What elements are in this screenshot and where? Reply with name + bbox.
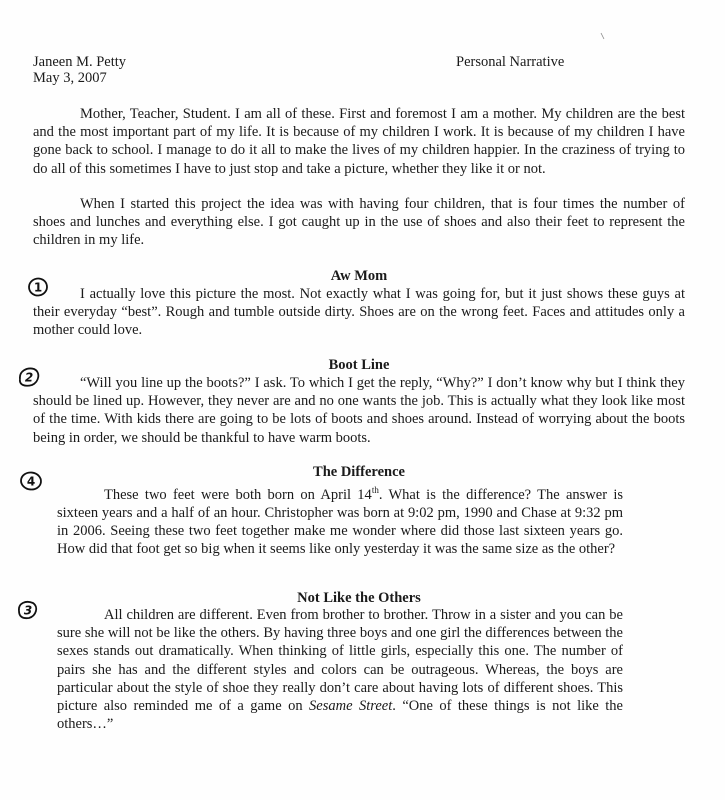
section-4-emphasis: Sesame Street [309, 698, 393, 715]
section-4-number: 3 [23, 603, 33, 618]
author-name: Janeen M. Petty [33, 54, 127, 70]
intro-paragraph-1 [33, 105, 685, 178]
section-1-title: Aw Mom [330, 268, 388, 284]
section-3-title: The Difference [313, 464, 405, 480]
section-3-body [57, 481, 623, 559]
section-4-body-text-b: . “One of these things is not like the others…” [57, 698, 623, 733]
corner-scratch-mark [600, 27, 606, 35]
document-type: Personal Narrative [456, 54, 565, 70]
document-date: May 3, 2007 [33, 70, 107, 86]
section-4-body [57, 606, 623, 733]
intro-paragraph-1-text: Mother, Teacher, Student. I am all of these. First and foremost I am a mother. My children are the best and the most important part of my life. It is because of my children I work. It is because of my children I have gone back to school. I manage to do it all to make the lives of my children happier. In the craziness of trying to do all of this sometimes I have to just stop and take a picture, whether they like it or not. [33, 106, 685, 177]
section-4-title: Not Like the Others [297, 590, 421, 606]
section-1-body [33, 285, 685, 340]
section-3-body-text-a: These two feet were both born on April 14 [104, 486, 372, 503]
section-1-body-text: I actually love this picture the most. Not exactly what I was going for, but it just shows these guys at their everyday “best”. Rough and tumble outside dirty. Shoes are on the wrong feet. Faces and attitudes only a mother could love. [33, 286, 685, 339]
section-4-body-text-a: All children are different. Even from brother to brother. Throw in a sister and you can be sure she will not be like the others. By having three boys and one girl the differences between the sexes stands out dramatically. When thinking of little girls, especially this one. The number of pairs she has and the different styles and colors can be outrageous. Whereas, the boys are particular about the style of shoe they really don’t care about having lots of different shoes. This picture also reminded me of a game on [57, 607, 623, 715]
section-2-body [33, 374, 685, 447]
section-1-number: 1 [33, 280, 43, 295]
section-3-body-text-b: . What is the difference? The answer is sixteen years and a half of an hour. Christopher was born at 9:02 pm, 1990 and Chase at 9:32 pm in 2006. Seeing these two feet together make me wonder where did those last sixteen years go. How did that foot get so big when it seems like only yesterday it was the same size as the other? [57, 486, 623, 558]
section-3-number: 4 [26, 474, 36, 489]
section-3-superscript: th [371, 485, 379, 495]
section-2-body-text: “Will you line up the boots?” I ask. To which I get the reply, “Why?” I don’t know why but I think they should be lined up. However, they never are and no one wants the job. This is actually what they look like most of the time. With kids there are going to be lots of boots and shoes around. Instead of worrying about the boots being in order, we should be thankful to have warm boots. [33, 375, 685, 446]
section-2-number: 2 [24, 370, 34, 385]
intro-paragraph-2 [33, 195, 685, 250]
section-2-title: Boot Line [328, 357, 390, 373]
intro-paragraph-2-text: When I started this project the idea was with having four children, that is four times the number of shoes and lunches and everything else. I got caught up in the use of shoes and also their feet to represent the children in my life. [33, 196, 685, 249]
